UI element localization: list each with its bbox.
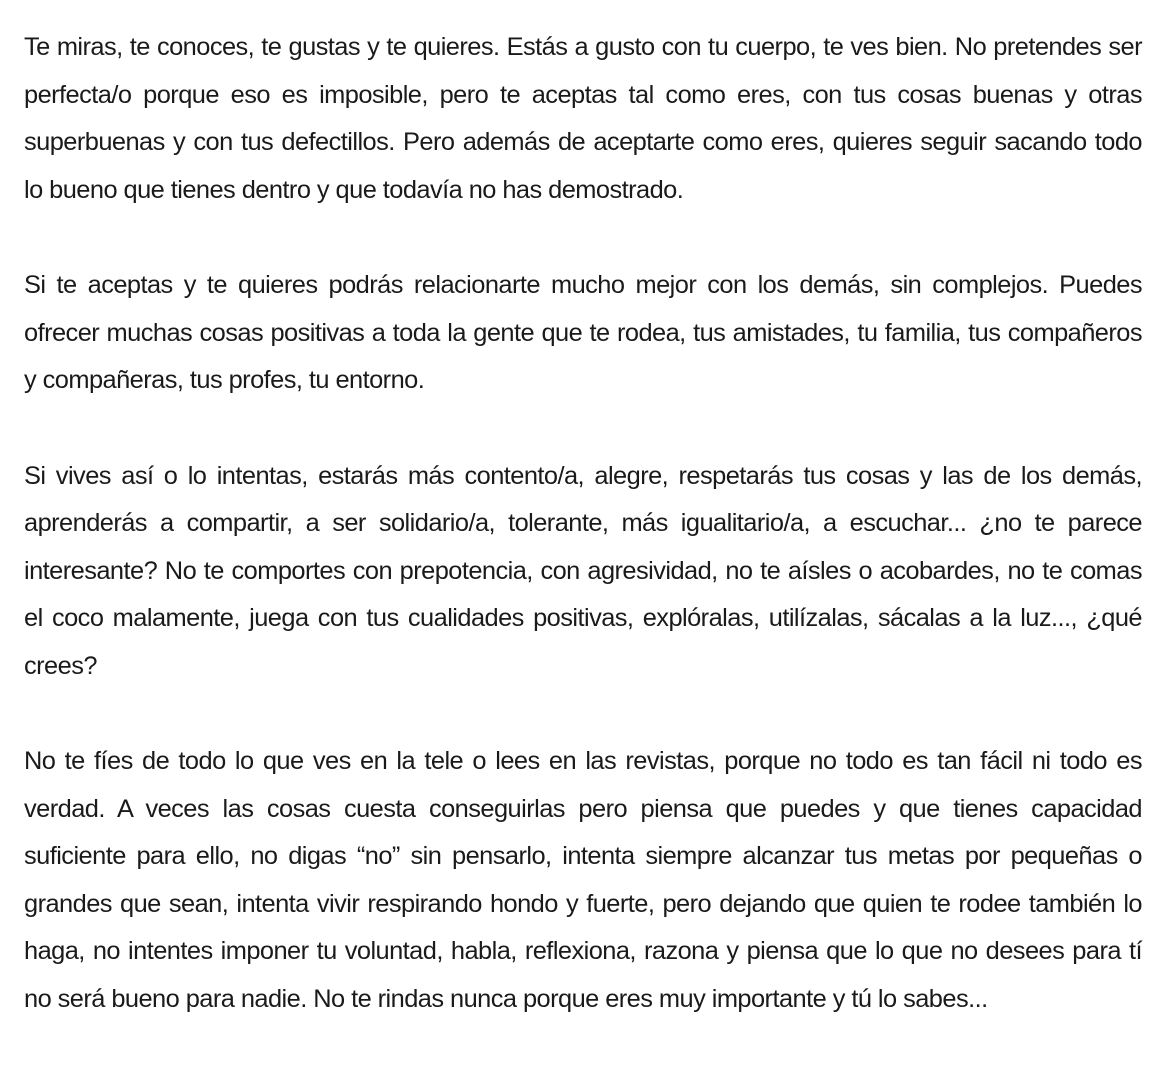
paragraph-relationships: Si te aceptas y te quieres podrás relacionarte mucho mejor con los demás, sin complejos. Puedes ofrecer muchas cosas positivas a toda la gente que te rodea, tus amistades, tu familia, tus compañeros y compañeras, tus profes, tu entorno. xyxy=(24,271,1142,394)
paragraph-self-acceptance: Te miras, te conoces, te gustas y te quieres. Estás a gusto con tu cuerpo, te ves bien. No pretendes ser perfecta/o porque eso es imposible, pero te aceptas tal como eres, con tus cosas buenas y otras superbuenas y con tus defectillos. Pero además de aceptarte como eres, quieres seguir sacando todo lo bueno que tienes dentro y que todavía no has demostrado. xyxy=(24,33,1142,204)
paragraph-living-positively: Si vives así o lo intentas, estarás más contento/a, alegre, respetarás tus cosas y las de los demás, aprenderás a compartir, a ser solidario/a, tolerante, más igualitario/a, a escuchar... ¿no te parece interesante? No te comportes con prepotencia, con agresividad, no te aísles o acobardes, no te comas el coco malamente, juega con tus cualidades positivas, explóralas, utilízalas, sácalas a la luz..., ¿qué crees? xyxy=(24,461,1142,680)
paragraph-media-and-goals: No te fíes de todo lo que ves en la tele o lees en las revistas, porque no todo es tan fácil ni todo es verdad. A veces las cosas cuesta conseguirlas pero piensa que puedes y que tienes capacidad suficiente para ello, no digas “no” sin pensarlo, intenta siempre alcanzar tus metas por pequeñas o grandes que sean, intenta vivir respirando hondo y fuerte, pero dejando que quien te rodee también lo haga, no intentes imponer tu voluntad, habla, reflexiona, razona y piensa que lo que no desees para tí no será bueno para nadie. No te rindas nunca porque eres muy importante y tú lo sabes... xyxy=(24,747,1142,1013)
